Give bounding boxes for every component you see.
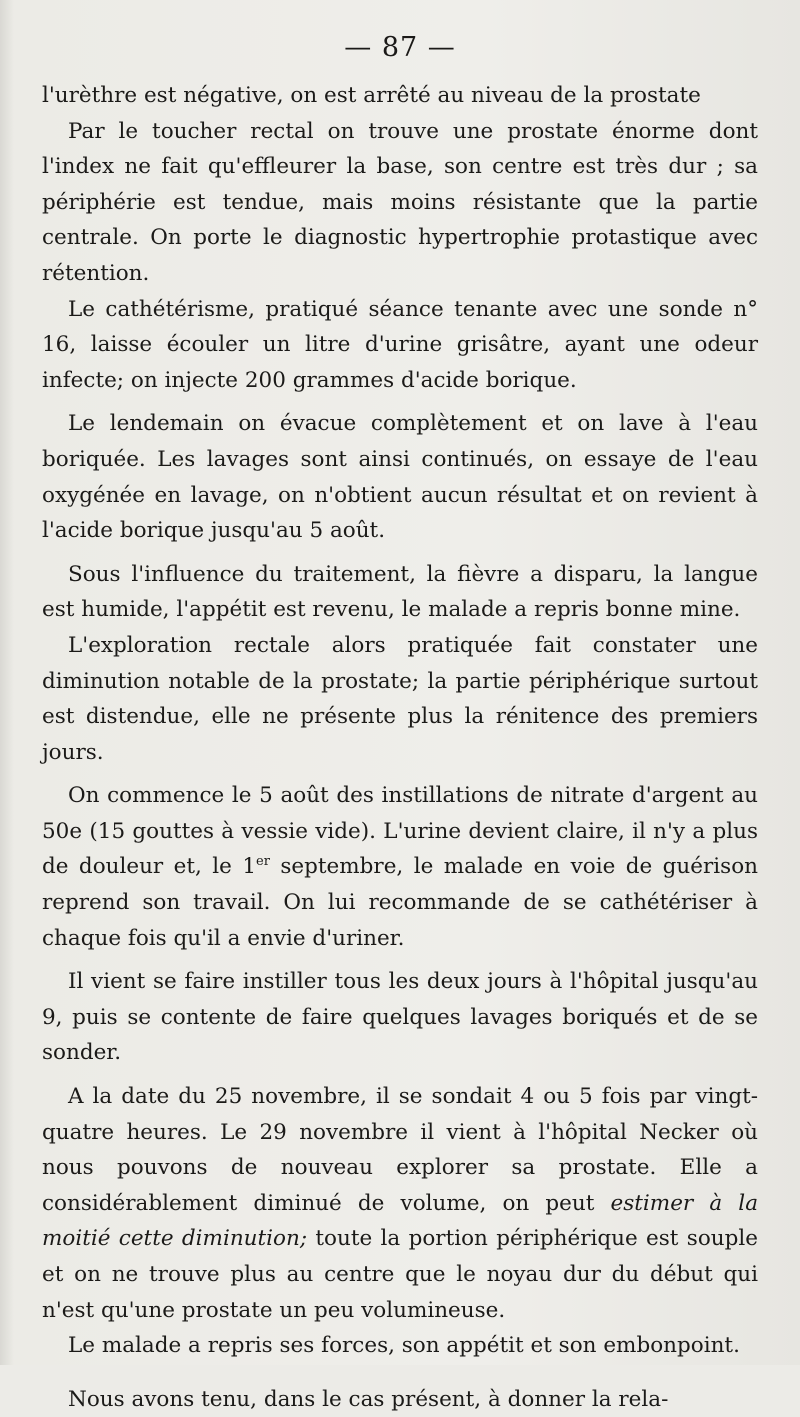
paragraph-november [42, 1079, 758, 1328]
paragraph-rectal-exam [42, 114, 758, 292]
paragraph-continuation [42, 78, 758, 114]
paragraph-text: A la date du 25 novembre, il se sondait 4 ou 5 fois par vingt-quatre heures. Le 29 novembre il vient à l'hôpital Necker où nous pouvons de nouveau explorer sa prostate. Elle a considérablement diminué de volume, on peut [42, 1084, 758, 1216]
paragraph-recovery [42, 1328, 758, 1364]
paragraph-text: On commence le 5 août des instillations de nitrate d'argent au 50e (15 gouttes à vessie vide). L'urine devient claire, il n'y a plus de douleur et, le 1 [42, 783, 758, 880]
paragraph-text: Le cathétérisme, pratiqué séance tenante avec une sonde n° 16, laisse écouler un litre d'urine grisâtre, ayant une odeur infecte; on injecte 200 grammes d'acide borique. [42, 296, 758, 393]
paragraph-text: Le lendemain on évacue complètement et on lave à l'eau boriquée. Les lavages sont ainsi continués, on essaye de l'eau oxygénée en lavage, on n'obtient aucun résultat et on revient à l'acide borique jusqu'au 5 août. [42, 411, 758, 544]
paragraph-hospital-visits [42, 964, 758, 1071]
paragraph-text: L'exploration rectale alors pratiquée fait constater une diminution notable de la prostate; la partie périphérique surtout est distendue, elle ne présente plus la rénitence des premiers jours. [42, 632, 758, 765]
paragraph-text: Par le toucher rectal on trouve une prostate énorme dont l'index ne fait qu'effleurer la base, son centre est très dur ; sa périphérie est tendue, mais moins résistante que la partie centrale. On porte le diagnostic hypertrophie protastique avec rétention. [42, 118, 758, 286]
paragraph-text: Nous avons tenu, dans le cas présent, à donner la rela- [68, 1386, 669, 1412]
paragraph-text: l'urèthre est négative, on est arrêté au niveau de la prostate [42, 83, 701, 108]
paragraph-text: septembre, le malade en voie de guérison reprend son travail. On lui recommande de se cathétériser à chaque fois qu'il a envie d'uriner. [42, 854, 758, 951]
page-number: — 87 — [344, 32, 456, 63]
paragraph-next-day [42, 406, 758, 548]
paragraph-text: Sous l'influence du traitement, la fièvre a disparu, la langue est humide, l'appétit est revenu, le malade a repris bonne mine. [42, 561, 758, 623]
paragraph-text: Le malade a repris ses forces, son appétit et son embonpoint. [68, 1333, 740, 1359]
superscript: er [256, 854, 270, 870]
paragraph-instillations [42, 778, 758, 956]
paragraph-text: toute la portion périphérique est souple et on ne trouve plus au centre que le noyau dur du début qui n'est qu'une prostate un peu volumineuse. [42, 1226, 758, 1323]
paragraph-rectal-exploration [42, 628, 758, 770]
paragraph-text: Il vient se faire instiller tous les deux jours à l'hôpital jusqu'au 9, puis se contente de faire quelques lavages boriqués et de se sonder. [42, 969, 758, 1066]
paragraph-catheterism [42, 292, 758, 399]
italic-text: estimer à la moitié cette diminution; [42, 1190, 759, 1252]
paragraph-conclusion [42, 1382, 758, 1417]
paragraph-treatment-effect [42, 557, 758, 628]
